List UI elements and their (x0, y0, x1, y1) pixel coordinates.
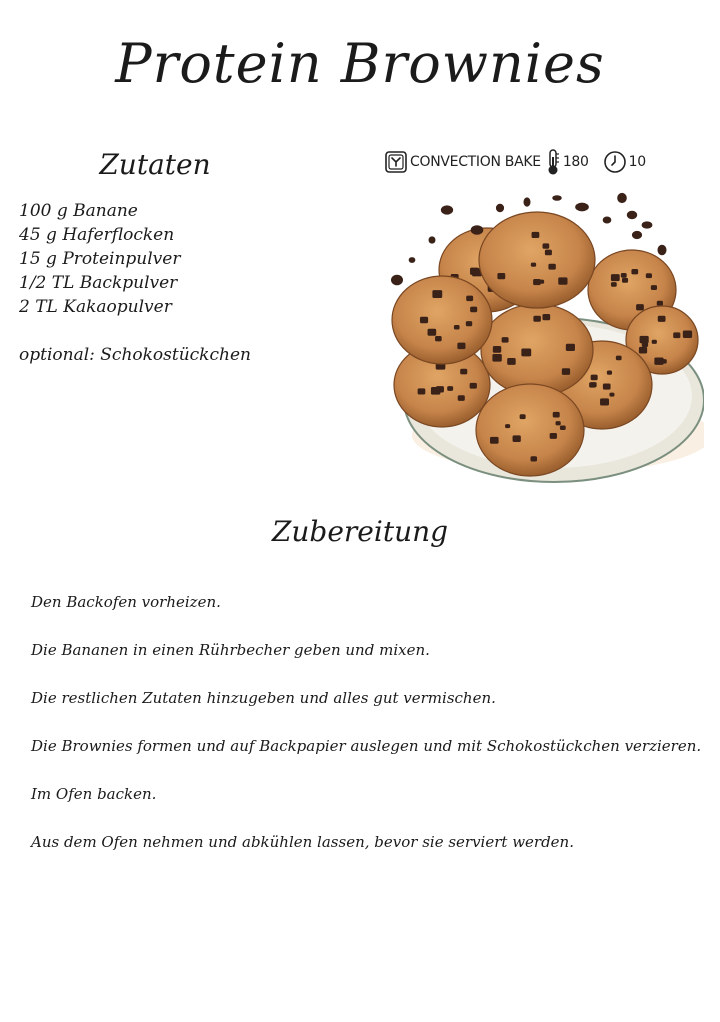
chocolate-chip (531, 263, 536, 267)
cookie-shape (476, 384, 584, 476)
chocolate-chip (657, 301, 663, 306)
chocolate-chip (505, 424, 510, 428)
flying-chip (575, 203, 589, 212)
chocolate-chip (631, 269, 638, 274)
flying-chip (496, 204, 504, 213)
chocolate-chip (502, 337, 509, 343)
flying-chip (632, 231, 642, 239)
chocolate-chip (589, 382, 596, 387)
chocolate-chip (622, 278, 628, 283)
chocolate-chip (542, 314, 550, 320)
flying-chip (471, 225, 484, 234)
step-item: Die Bananen in einen Rührbecher geben und mixen. (31, 641, 430, 659)
flying-chip (627, 211, 637, 219)
chocolate-chip (539, 280, 544, 284)
chocolate-chip (435, 336, 442, 341)
ingredients-list (19, 199, 251, 367)
chocolate-chip (673, 332, 680, 338)
chocolate-chip (432, 290, 442, 298)
chocolate-chip (642, 342, 648, 347)
chocolate-chip (457, 343, 465, 349)
chocolate-chip (470, 383, 477, 389)
chocolate-chip (530, 456, 537, 461)
cookies-image (382, 180, 704, 498)
chocolate-chip (652, 340, 657, 344)
ingredient-optional: optional: Schokostückchen (19, 345, 251, 365)
bake-time: 10 (628, 154, 646, 170)
baking-info (384, 148, 650, 176)
flying-chip (617, 193, 627, 203)
chocolate-chip (420, 317, 428, 324)
chocolate-chip (513, 435, 521, 442)
chocolate-chip (651, 285, 657, 290)
bake-mode: CONVECTION BAKE (410, 154, 541, 170)
chocolate-chip (646, 273, 652, 278)
chocolate-chip (600, 398, 609, 405)
chocolate-chip (543, 243, 550, 248)
chocolate-chip (603, 384, 611, 390)
chocolate-chip (621, 273, 627, 278)
step-item: Die restlichen Zutaten hinzugeben und alles gut vermischen. (31, 689, 496, 707)
chocolate-chip (558, 277, 567, 284)
cookie-shape (479, 212, 595, 308)
chocolate-chip (556, 421, 561, 425)
chocolate-chip (458, 395, 465, 401)
chocolate-chip (490, 437, 499, 444)
chocolate-chip (418, 388, 426, 394)
flying-chip (429, 236, 436, 243)
chocolate-chip (658, 316, 666, 322)
thermometer-icon (545, 148, 561, 176)
chocolate-chip (607, 371, 612, 375)
chocolate-chip (654, 357, 663, 364)
chocolate-chip (521, 349, 531, 357)
chocolate-chip (611, 282, 617, 287)
cookie-shape (392, 276, 492, 364)
chocolate-chip (470, 268, 479, 275)
chocolate-chip (550, 433, 557, 439)
chocolate-chip (566, 344, 575, 351)
bake-temperature: 180 (562, 154, 589, 170)
chocolate-chip (428, 329, 437, 336)
chocolate-chip (616, 356, 622, 361)
chocolate-chip (520, 414, 526, 419)
step-item: Den Backofen vorheizen. (31, 593, 221, 611)
flying-chip (409, 257, 416, 263)
ingredient-item: 45 g Haferflocken (19, 225, 175, 245)
chocolate-chip (611, 274, 620, 281)
chocolate-chip (466, 296, 473, 302)
chocolate-chip (493, 346, 501, 353)
chocolate-chip (447, 386, 453, 391)
chocolate-chip (591, 375, 598, 381)
ingredient-item: 100 g Banane (19, 201, 138, 221)
chocolate-chip (532, 232, 540, 238)
ingredients-heading: Zutaten (99, 148, 211, 181)
chocolate-chip (507, 358, 516, 365)
flying-chip (603, 216, 612, 223)
chocolate-chip (436, 386, 444, 392)
chocolate-chip (562, 368, 570, 375)
chocolate-chip (636, 304, 644, 310)
clock-icon (603, 150, 627, 174)
flying-chip (523, 197, 530, 206)
chocolate-chip (548, 264, 555, 270)
flying-chip (391, 275, 403, 286)
oven-fan-icon (384, 150, 408, 174)
flying-chip (642, 221, 653, 228)
chocolate-chip (492, 354, 501, 362)
chocolate-chip (639, 347, 647, 354)
step-item: Im Ofen backen. (31, 785, 157, 803)
chocolate-chip (533, 316, 541, 322)
chocolate-chip (609, 393, 614, 397)
chocolate-chip (683, 331, 692, 338)
chocolate-chip (466, 321, 472, 326)
ingredient-item: 2 TL Kakaopulver (19, 297, 172, 317)
flying-chip (441, 205, 453, 214)
flying-chip (657, 245, 666, 256)
chocolate-chip (553, 412, 560, 418)
step-item: Die Brownies formen und auf Backpapier auslegen und mit Schokostückchen verzieren. (31, 737, 702, 755)
flying-chip (552, 195, 562, 201)
preparation-heading: Zubereitung (271, 515, 449, 548)
step-item: Aus dem Ofen nehmen und abkühlen lassen, bevor sie serviert werden. (31, 833, 574, 851)
ingredient-item: 1/2 TL Backpulver (19, 273, 178, 293)
chocolate-chip (454, 325, 460, 330)
chocolate-chip (545, 250, 552, 256)
chocolate-chip (560, 425, 566, 430)
ingredient-item: 15 g Proteinpulver (19, 249, 181, 269)
preparation-steps (31, 590, 711, 878)
page-title: Protein Brownies (115, 32, 605, 95)
chocolate-chip (470, 307, 477, 313)
chocolate-chip (497, 273, 505, 279)
chocolate-chip (460, 369, 467, 375)
